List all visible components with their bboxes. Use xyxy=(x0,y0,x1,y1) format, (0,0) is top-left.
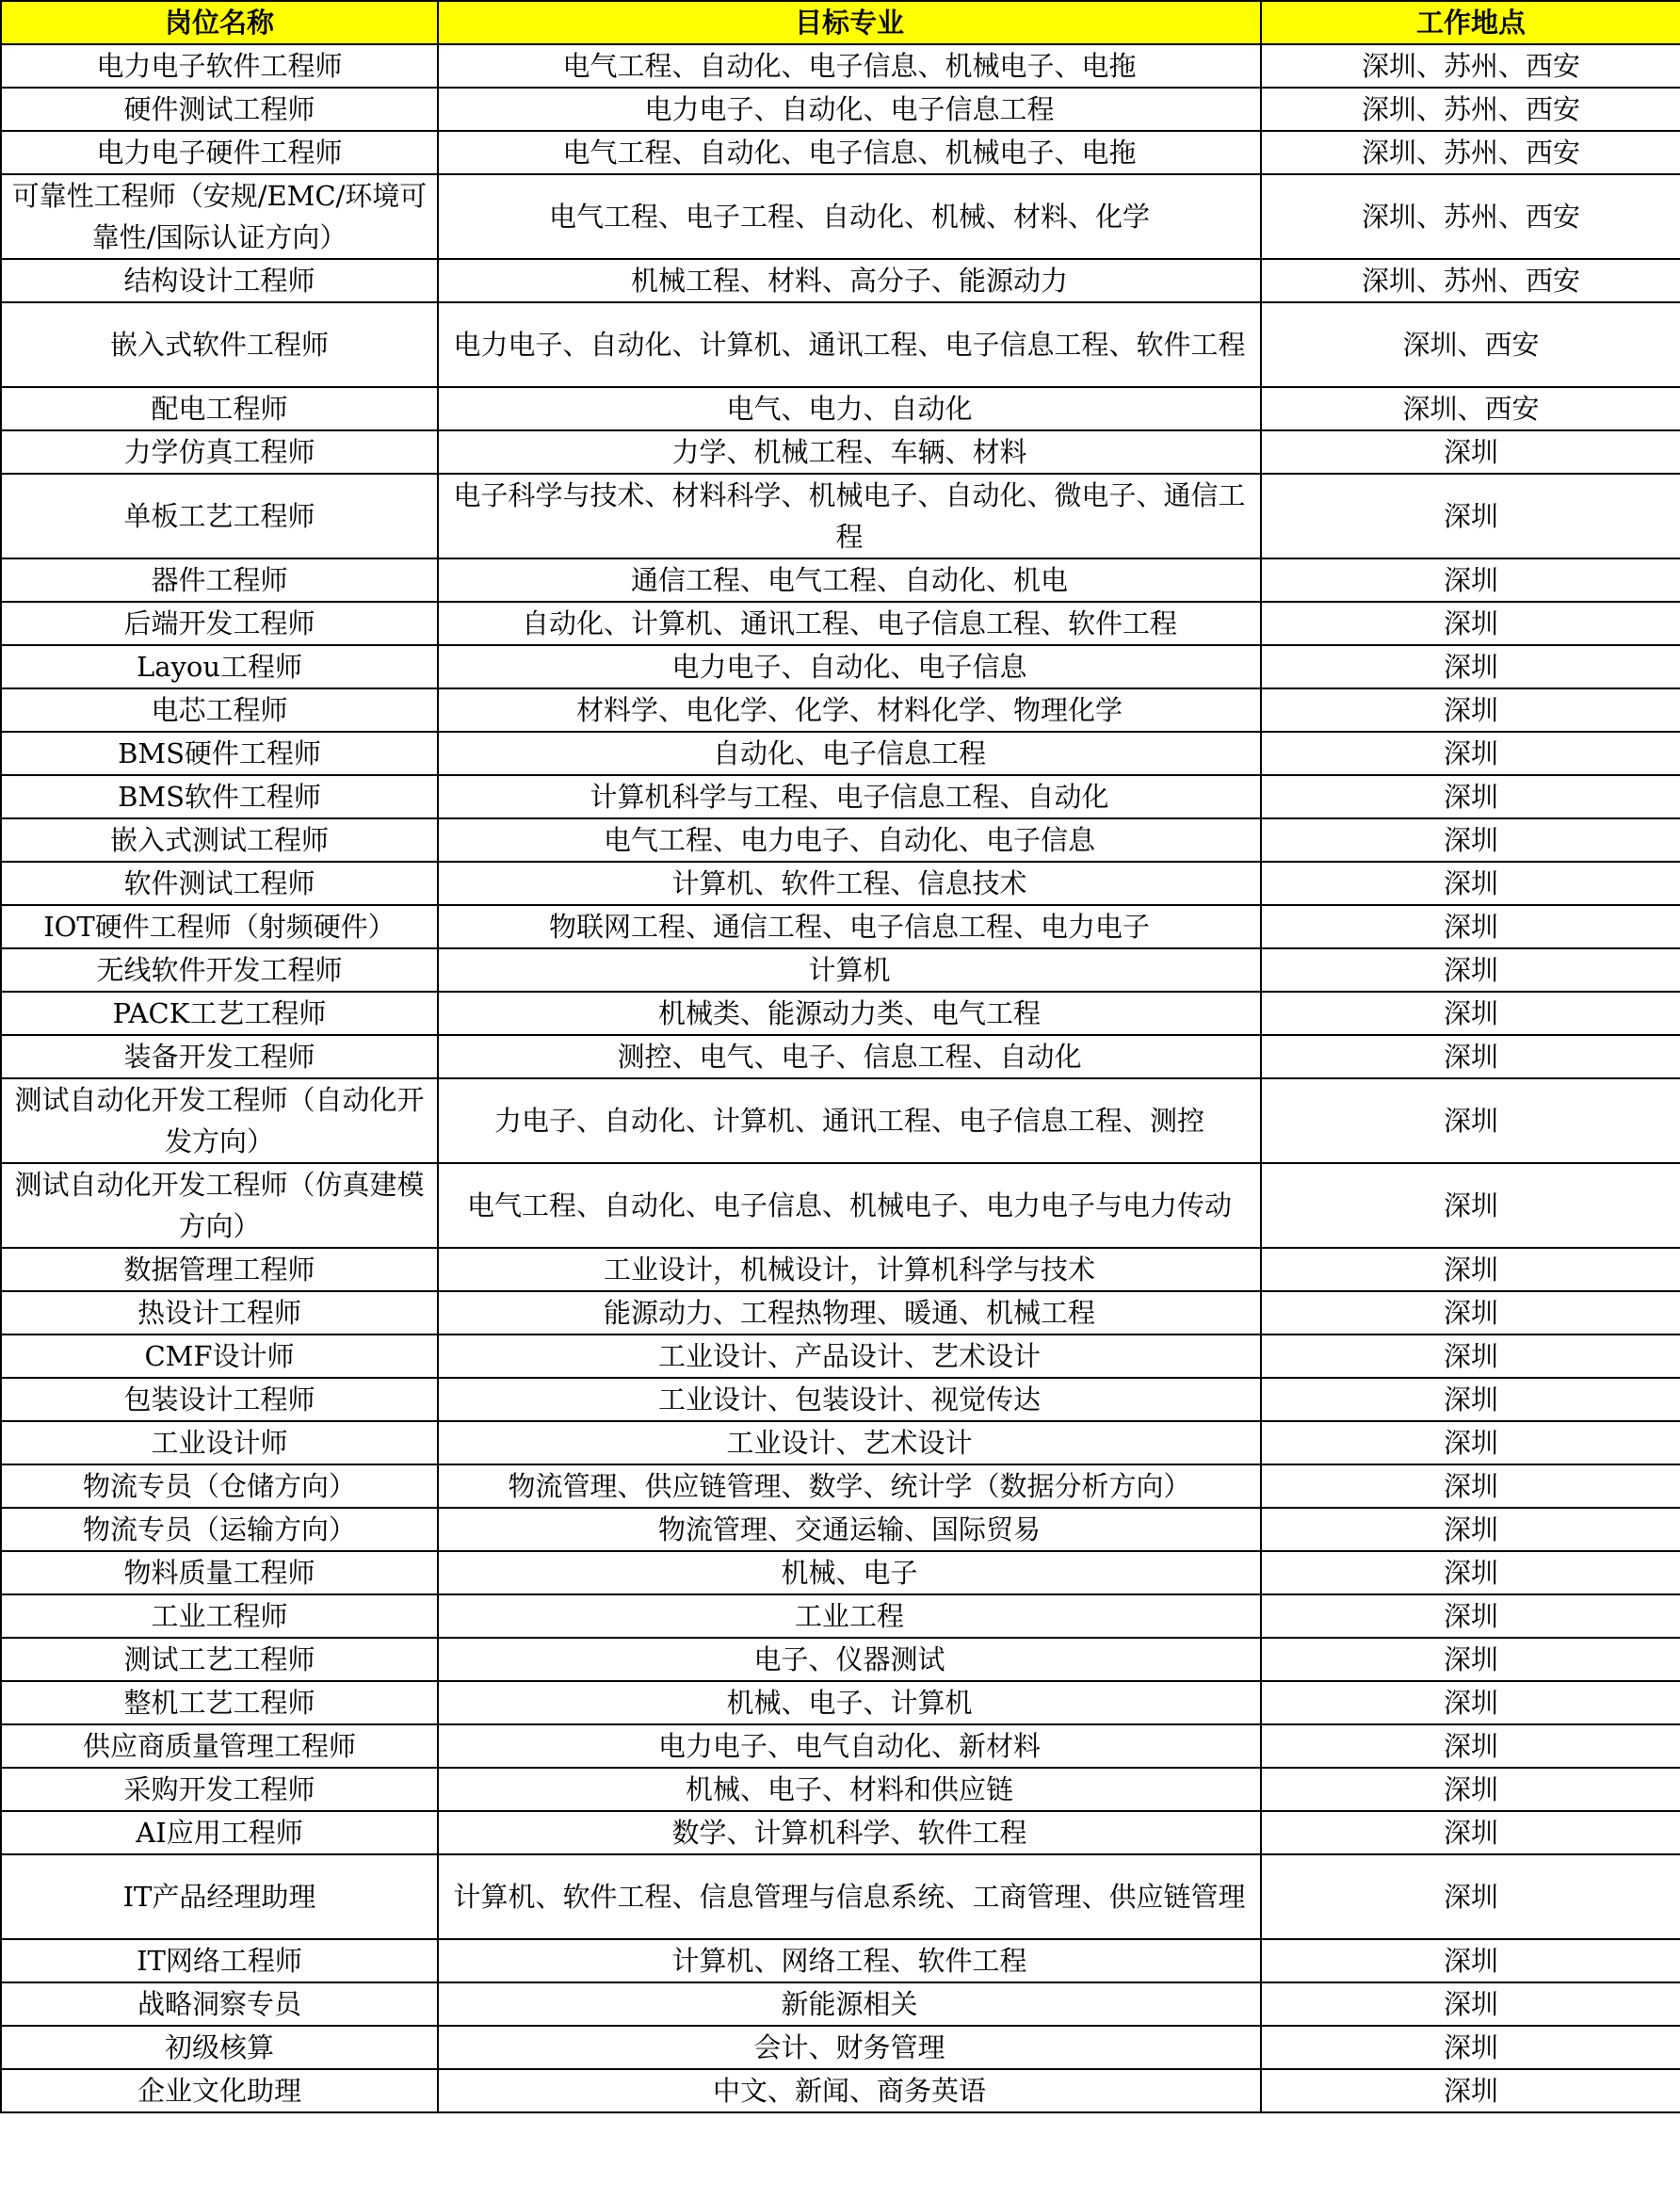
position-cell: 热设计工程师 xyxy=(1,1291,438,1335)
header-major: 目标专业 xyxy=(438,1,1261,44)
location-cell: 深圳、苏州、西安 xyxy=(1261,44,1680,88)
table-row xyxy=(1,1035,1680,1078)
major-cell: 计算机、软件工程、信息技术 xyxy=(438,862,1261,905)
position-cell: AI应用工程师 xyxy=(1,1811,438,1854)
position-cell: 战略洞察专员 xyxy=(1,1982,438,2026)
major-cell: 力学、机械工程、车辆、材料 xyxy=(438,430,1261,474)
position-cell: 物流专员（运输方向） xyxy=(1,1508,438,1551)
position-cell: 结构设计工程师 xyxy=(1,259,438,302)
location-cell: 深圳 xyxy=(1261,1508,1680,1551)
table-row xyxy=(1,992,1680,1035)
location-cell: 深圳 xyxy=(1261,1982,1680,2026)
major-cell: 电力电子、自动化、电子信息 xyxy=(438,645,1261,688)
major-cell: 物联网工程、通信工程、电子信息工程、电力电子 xyxy=(438,905,1261,948)
position-cell: 嵌入式测试工程师 xyxy=(1,818,438,862)
location-cell: 深圳、苏州、西安 xyxy=(1261,131,1680,174)
major-cell: 电子、仪器测试 xyxy=(438,1638,1261,1681)
table-row xyxy=(1,44,1680,88)
header-location: 工作地点 xyxy=(1261,1,1680,44)
location-cell: 深圳、西安 xyxy=(1261,302,1680,387)
location-cell: 深圳 xyxy=(1261,1854,1680,1939)
major-cell: 自动化、计算机、通讯工程、电子信息工程、软件工程 xyxy=(438,602,1261,645)
table-row xyxy=(1,645,1680,688)
position-cell: 力学仿真工程师 xyxy=(1,430,438,474)
position-cell: 整机工艺工程师 xyxy=(1,1681,438,1724)
position-cell: 初级核算 xyxy=(1,2026,438,2069)
major-cell: 机械类、能源动力类、电气工程 xyxy=(438,992,1261,1035)
major-cell: 电气工程、电力电子、自动化、电子信息 xyxy=(438,818,1261,862)
major-cell: 电气、电力、自动化 xyxy=(438,387,1261,430)
location-cell: 深圳 xyxy=(1261,558,1680,602)
major-cell: 自动化、电子信息工程 xyxy=(438,732,1261,775)
major-cell: 电气工程、自动化、电子信息、机械电子、电拖 xyxy=(438,131,1261,174)
table-row xyxy=(1,174,1680,259)
table-body xyxy=(1,44,1680,2112)
position-cell: IT网络工程师 xyxy=(1,1939,438,1982)
major-cell: 工业工程 xyxy=(438,1594,1261,1638)
major-cell: 物流管理、供应链管理、数学、统计学（数据分析方向） xyxy=(438,1464,1261,1508)
table-row xyxy=(1,1854,1680,1939)
table-row xyxy=(1,1939,1680,1982)
location-cell: 深圳、苏州、西安 xyxy=(1261,174,1680,259)
major-cell: 通信工程、电气工程、自动化、机电 xyxy=(438,558,1261,602)
major-cell: 新能源相关 xyxy=(438,1982,1261,2026)
position-cell: 工业设计师 xyxy=(1,1421,438,1464)
table-row xyxy=(1,948,1680,992)
major-cell: 测控、电气、电子、信息工程、自动化 xyxy=(438,1035,1261,1078)
header-row xyxy=(1,1,1680,44)
location-cell: 深圳 xyxy=(1261,1078,1680,1163)
position-cell: 企业文化助理 xyxy=(1,2069,438,2112)
major-cell: 计算机、软件工程、信息管理与信息系统、工商管理、供应链管理 xyxy=(438,1854,1261,1939)
position-cell: 测试自动化开发工程师（仿真建模方向） xyxy=(1,1163,438,1248)
major-cell: 机械、电子、材料和供应链 xyxy=(438,1768,1261,1811)
location-cell: 深圳 xyxy=(1261,1811,1680,1854)
major-cell: 机械、电子 xyxy=(438,1551,1261,1594)
position-cell: 无线软件开发工程师 xyxy=(1,948,438,992)
major-cell: 电力电子、电气自动化、新材料 xyxy=(438,1724,1261,1768)
location-cell: 深圳 xyxy=(1261,1163,1680,1248)
location-cell: 深圳 xyxy=(1261,948,1680,992)
table-row xyxy=(1,1508,1680,1551)
position-cell: 包装设计工程师 xyxy=(1,1378,438,1421)
major-cell: 物流管理、交通运输、国际贸易 xyxy=(438,1508,1261,1551)
major-cell: 工业设计、艺术设计 xyxy=(438,1421,1261,1464)
table-row xyxy=(1,2069,1680,2112)
location-cell: 深圳 xyxy=(1261,732,1680,775)
table-row xyxy=(1,602,1680,645)
table-row xyxy=(1,1464,1680,1508)
major-cell: 能源动力、工程热物理、暖通、机械工程 xyxy=(438,1291,1261,1335)
location-cell: 深圳、苏州、西安 xyxy=(1261,259,1680,302)
location-cell: 深圳 xyxy=(1261,775,1680,818)
position-cell: 工业工程师 xyxy=(1,1594,438,1638)
position-cell: 电力电子软件工程师 xyxy=(1,44,438,88)
location-cell: 深圳 xyxy=(1261,602,1680,645)
position-cell: 采购开发工程师 xyxy=(1,1768,438,1811)
table-row xyxy=(1,1291,1680,1335)
position-cell: 嵌入式软件工程师 xyxy=(1,302,438,387)
location-cell: 深圳 xyxy=(1261,1035,1680,1078)
table-row xyxy=(1,1594,1680,1638)
major-cell: 计算机 xyxy=(438,948,1261,992)
major-cell: 工业设计、产品设计、艺术设计 xyxy=(438,1335,1261,1378)
major-cell: 电力电子、自动化、计算机、通讯工程、电子信息工程、软件工程 xyxy=(438,302,1261,387)
major-cell: 力电子、自动化、计算机、通讯工程、电子信息工程、测控 xyxy=(438,1078,1261,1163)
table-row xyxy=(1,775,1680,818)
location-cell: 深圳 xyxy=(1261,1724,1680,1768)
major-cell: 电气工程、自动化、电子信息、机械电子、电力电子与电力传动 xyxy=(438,1163,1261,1248)
location-cell: 深圳 xyxy=(1261,645,1680,688)
table-row xyxy=(1,1421,1680,1464)
major-cell: 计算机、网络工程、软件工程 xyxy=(438,1939,1261,1982)
major-cell: 电力电子、自动化、电子信息工程 xyxy=(438,88,1261,131)
table-row xyxy=(1,1768,1680,1811)
table-row xyxy=(1,1078,1680,1163)
location-cell: 深圳 xyxy=(1261,430,1680,474)
major-cell: 会计、财务管理 xyxy=(438,2026,1261,2069)
position-cell: 供应商质量管理工程师 xyxy=(1,1724,438,1768)
position-cell: 数据管理工程师 xyxy=(1,1248,438,1291)
table-header xyxy=(1,1,1680,44)
position-cell: Layou工程师 xyxy=(1,645,438,688)
location-cell: 深圳 xyxy=(1261,688,1680,732)
location-cell: 深圳 xyxy=(1261,818,1680,862)
table-row xyxy=(1,88,1680,131)
table-row xyxy=(1,558,1680,602)
major-cell: 机械工程、材料、高分子、能源动力 xyxy=(438,259,1261,302)
location-cell: 深圳 xyxy=(1261,862,1680,905)
position-cell: 测试工艺工程师 xyxy=(1,1638,438,1681)
major-cell: 材料学、电化学、化学、材料化学、物理化学 xyxy=(438,688,1261,732)
table-row xyxy=(1,259,1680,302)
table-row xyxy=(1,818,1680,862)
location-cell: 深圳 xyxy=(1261,1939,1680,1982)
location-cell: 深圳 xyxy=(1261,1681,1680,1724)
table-row xyxy=(1,732,1680,775)
table-row xyxy=(1,302,1680,387)
table-row xyxy=(1,1638,1680,1681)
position-cell: 测试自动化开发工程师（自动化开发方向） xyxy=(1,1078,438,1163)
location-cell: 深圳 xyxy=(1261,2069,1680,2112)
position-cell: 器件工程师 xyxy=(1,558,438,602)
location-cell: 深圳 xyxy=(1261,1248,1680,1291)
table-row xyxy=(1,688,1680,732)
position-cell: 配电工程师 xyxy=(1,387,438,430)
location-cell: 深圳 xyxy=(1261,2026,1680,2069)
table-row xyxy=(1,1248,1680,1291)
position-cell: BMS硬件工程师 xyxy=(1,732,438,775)
table-row xyxy=(1,131,1680,174)
position-cell: CMF设计师 xyxy=(1,1335,438,1378)
location-cell: 深圳、西安 xyxy=(1261,387,1680,430)
location-cell: 深圳 xyxy=(1261,1594,1680,1638)
major-cell: 机械、电子、计算机 xyxy=(438,1681,1261,1724)
major-cell: 计算机科学与工程、电子信息工程、自动化 xyxy=(438,775,1261,818)
major-cell: 电气工程、电子工程、自动化、机械、材料、化学 xyxy=(438,174,1261,259)
table-row xyxy=(1,1681,1680,1724)
location-cell: 深圳 xyxy=(1261,905,1680,948)
table-row xyxy=(1,1982,1680,2026)
major-cell: 工业设计，机械设计，计算机科学与技术 xyxy=(438,1248,1261,1291)
location-cell: 深圳 xyxy=(1261,992,1680,1035)
location-cell: 深圳 xyxy=(1261,1768,1680,1811)
position-cell: 软件测试工程师 xyxy=(1,862,438,905)
table-row xyxy=(1,862,1680,905)
position-cell: 硬件测试工程师 xyxy=(1,88,438,131)
location-cell: 深圳 xyxy=(1261,1464,1680,1508)
position-cell: 装备开发工程师 xyxy=(1,1035,438,1078)
location-cell: 深圳 xyxy=(1261,1378,1680,1421)
location-cell: 深圳 xyxy=(1261,1638,1680,1681)
position-cell: 电芯工程师 xyxy=(1,688,438,732)
location-cell: 深圳 xyxy=(1261,474,1680,558)
table-row xyxy=(1,1163,1680,1248)
position-cell: 物流专员（仓储方向） xyxy=(1,1464,438,1508)
table-row xyxy=(1,387,1680,430)
location-cell: 深圳 xyxy=(1261,1335,1680,1378)
location-cell: 深圳、苏州、西安 xyxy=(1261,88,1680,131)
table-row xyxy=(1,1378,1680,1421)
table-row xyxy=(1,2026,1680,2069)
header-position: 岗位名称 xyxy=(1,1,438,44)
position-cell: 后端开发工程师 xyxy=(1,602,438,645)
position-cell: IT产品经理助理 xyxy=(1,1854,438,1939)
position-cell: IOT硬件工程师（射频硬件） xyxy=(1,905,438,948)
position-cell: 电力电子硬件工程师 xyxy=(1,131,438,174)
position-cell: 可靠性工程师（安规/EMC/环境可靠性/国际认证方向） xyxy=(1,174,438,259)
major-cell: 工业设计、包装设计、视觉传达 xyxy=(438,1378,1261,1421)
table-row xyxy=(1,1551,1680,1594)
location-cell: 深圳 xyxy=(1261,1421,1680,1464)
table-row xyxy=(1,474,1680,558)
table-row xyxy=(1,430,1680,474)
major-cell: 中文、新闻、商务英语 xyxy=(438,2069,1261,2112)
location-cell: 深圳 xyxy=(1261,1551,1680,1594)
table-row xyxy=(1,1335,1680,1378)
position-cell: PACK工艺工程师 xyxy=(1,992,438,1035)
major-cell: 电气工程、自动化、电子信息、机械电子、电拖 xyxy=(438,44,1261,88)
table-row xyxy=(1,1724,1680,1768)
table-row xyxy=(1,905,1680,948)
location-cell: 深圳 xyxy=(1261,1291,1680,1335)
table-row xyxy=(1,1811,1680,1854)
position-cell: 物料质量工程师 xyxy=(1,1551,438,1594)
position-cell: 单板工艺工程师 xyxy=(1,474,438,558)
major-cell: 电子科学与技术、材料科学、机械电子、自动化、微电子、通信工程 xyxy=(438,474,1261,558)
major-cell: 数学、计算机科学、软件工程 xyxy=(438,1811,1261,1854)
position-cell: BMS软件工程师 xyxy=(1,775,438,818)
